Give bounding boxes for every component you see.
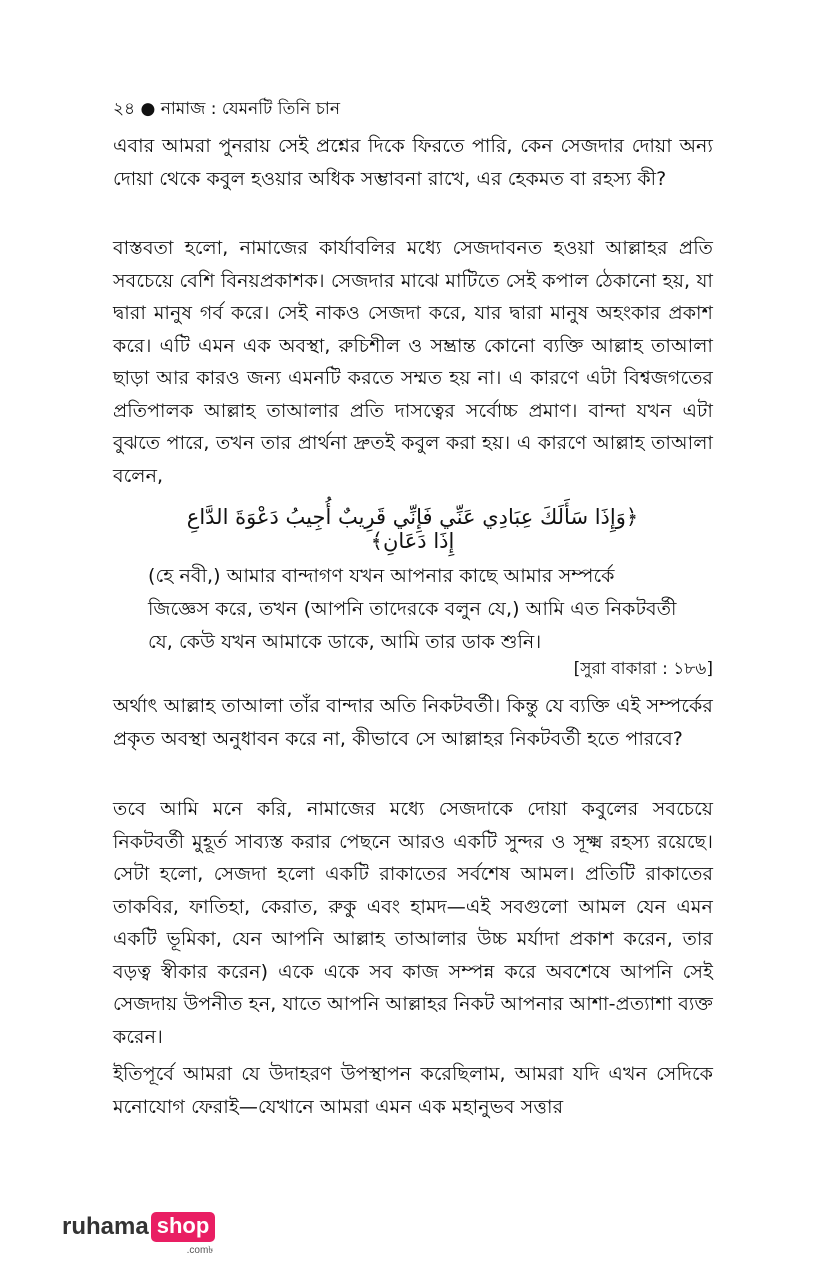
logo-text-shop: shop <box>151 1212 216 1242</box>
paragraph-2: বাস্তবতা হলো, নামাজের কার্যাবলির মধ্যে সেজদাবনত হওয়া আল্লাহর প্রতি সবচেয়ে বেশি বিনয়প্রকাশক। সেজদার মাঝে মাটিতে সেই কপাল ঠেকানো হয়, যা দ্বারা মানুষ গর্ব করে। সেই নাকও সেজদা করে, যার দ্বারা মানুষ অহংকার প্রকাশ করে। এটি এমন এক অবস্থা, রুচিশীল ও সম্ভ্রান্ত কোনো ব্যক্তি আল্লাহ তাআলা ছাড়া আর কারও জন্য এমনটি করতে সম্মত হয় না। এ কারণে এটা বিশ্বজগতের প্রতিপালক আল্লাহ তাআলার প্রতি দাসত্বের সর্বোচ্চ প্রমাণ। বান্দা যখন এটা বুঝতে পারে, তখন তার প্রার্থনা দ্রুতই কবুল করা হয়। এ কারণে আল্লাহ তাআলা বলেন, <box>113 237 713 487</box>
logo-shop-group <box>151 1212 216 1260</box>
ruhamashop-logo <box>62 1212 215 1256</box>
verse-reference: [সুরা বাকারা : ১৮৬] <box>573 659 713 679</box>
paragraph-3: অর্থাৎ আল্লাহ তাআলা তাঁর বান্দার অতি নিকটবর্তী। কিন্তু যে ব্যক্তি এই সম্পর্কের প্রকৃত অবস্থা অনুধাবন করে না, কীভাবে সে আল্লাহর নিকটবর্তী হতে পারবে? <box>113 695 713 750</box>
paragraph-1-container <box>113 130 713 195</box>
paragraph-5: ইতিপূর্বে আমরা যে উদাহরণ উপস্থাপন করেছিলাম, আমরা যদি এখন সেদিকে মনোযোগ ফেরাই—যেখানে আমরা এমন এক মহানুভব সত্তার <box>113 1063 713 1118</box>
verse-translation: (হে নবী,) আমার বান্দাগণ যখন আপনার কাছে আমার সম্পর্কে জিজ্ঞেস করে, তখন (আপনি তাদেরকে বলুন যে,) আমি এত নিকটবর্তী যে, কেউ যখন আমাকে ডাকে, আমি তার ডাক শুনি। <box>148 565 677 653</box>
paragraph-3-container <box>113 690 713 755</box>
verse-translation-container <box>148 560 678 659</box>
paragraph-4: তবে আমি মনে করি, নামাজের মধ্যে সেজদাকে দোয়া কবুলের সবচেয়ে নিকটবর্তী মুহূর্ত সাব্যস্ত করার পেছনে আরও একটি সুন্দর ও সূক্ষ্ম রহস্য রয়েছে। সেটা হলো, সেজদা হলো একটি রাকাতের সর্বশেষ আমল। প্রতিটি রাকাতের তাকবির, ফাতিহা, কেরাত, রুকু এবং হামদ—এই সবগুলো আমল যেন এমন একটি ভূমিকা, যেন আপনি আল্লাহ তাআলার উচ্চ মর্যাদা প্রকাশ করেন, তার বড়ত্ব স্বীকার করেন) একে একে সব কাজ সম্পন্ন করে অবশেষে আপনি সেই সেজদায় উপনীত হন, যাতে আপনি আল্লাহর নিকট আপনার আশা-প্রত্যাশা ব্যক্ত করেন। <box>113 798 713 1048</box>
paragraph-2-container <box>113 232 713 492</box>
paragraph-1: এবার আমরা পুনরায় সেই প্রশ্নের দিকে ফিরতে পারি, কেন সেজদার দোয়া অন্য দোয়া থেকে কবুল হওয়ার অধিক সম্ভাবনা রাখে, এর হেকমত বা রহস্য কী? <box>113 135 713 190</box>
logo-text-domain: .com৳ <box>186 1245 214 1256</box>
paragraph-5-container <box>113 1058 713 1123</box>
paragraph-4-container <box>113 793 713 1053</box>
logo-text-ruhama: ruhama <box>62 1213 149 1240</box>
quran-verse-arabic: ﴿وَإِذَا سَأَلَكَ عِبَادِي عَنِّي فَإِنِّي قَرِيبٌ أُجِيبُ دَعْوَةَ الدَّاعِ إِذَا دَعَانِ﴾ <box>186 505 639 553</box>
page-header: ২৪ ● নামাজ : যেমনটি তিনি চান <box>113 99 341 119</box>
